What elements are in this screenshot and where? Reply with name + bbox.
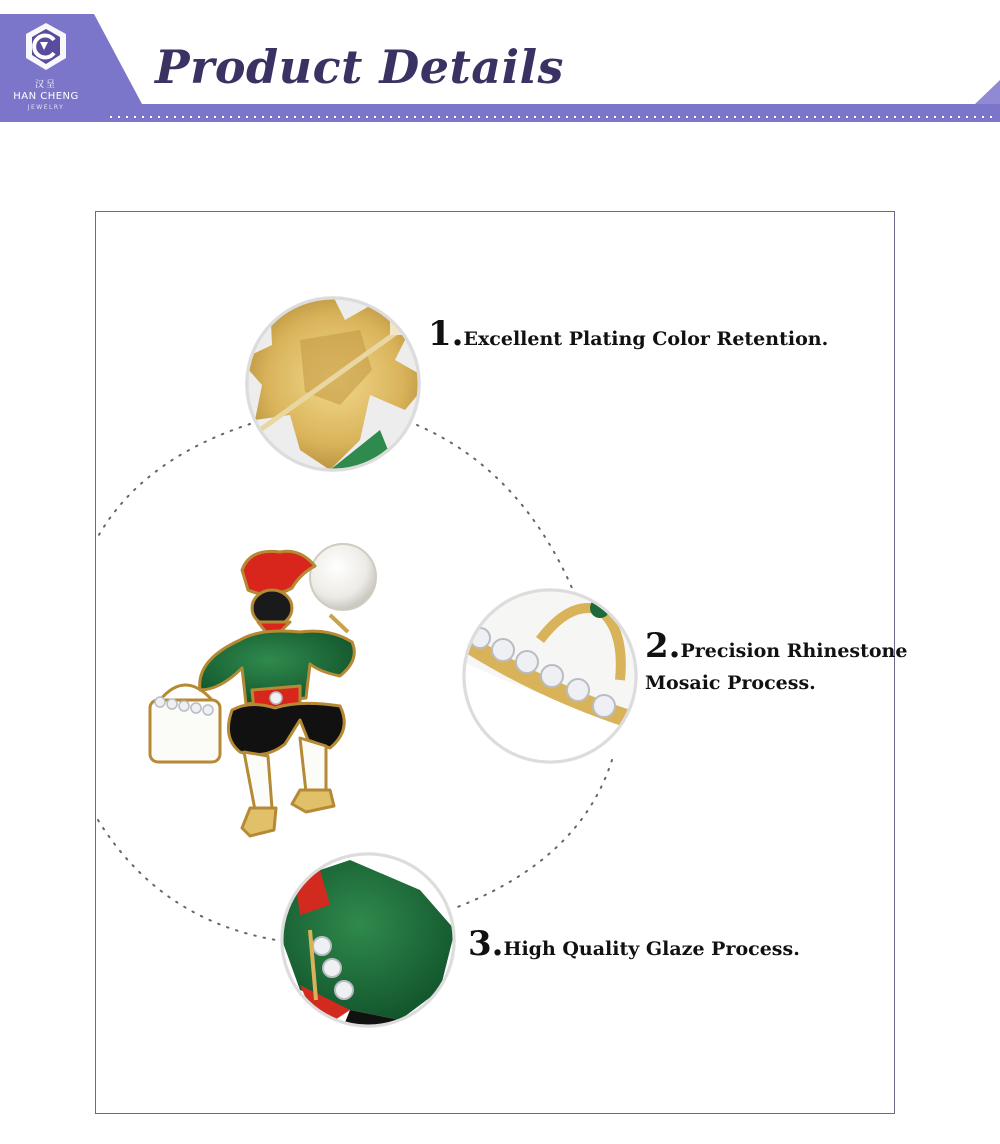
detail-circle-2: [460, 588, 640, 770]
feature-1-number: 1.: [428, 314, 464, 354]
feature-3-number: 3.: [468, 924, 504, 964]
detail-circle-1: [240, 290, 430, 480]
feature-1-text: Excellent Plating Color Retention.: [463, 328, 829, 350]
page-title: Product Details: [155, 40, 564, 94]
logo-cn-text: 汉呈: [34, 80, 57, 90]
feature-2: [645, 626, 908, 699]
brooch-figure: [150, 544, 376, 836]
feature-3: [468, 924, 800, 965]
feature-2-line1: Precision Rhinestone: [680, 640, 908, 662]
feature-3-text: High Quality Glaze Process.: [503, 938, 800, 960]
feature-1: [428, 314, 829, 355]
detail-circle-3: [280, 852, 460, 1035]
feature-2-line2: Mosaic Process.: [645, 672, 816, 694]
logo-brand-name: HAN CHENG: [13, 91, 79, 102]
logo-sub-text: JEWELRY: [27, 104, 65, 111]
feature-2-number: 2.: [645, 626, 681, 666]
